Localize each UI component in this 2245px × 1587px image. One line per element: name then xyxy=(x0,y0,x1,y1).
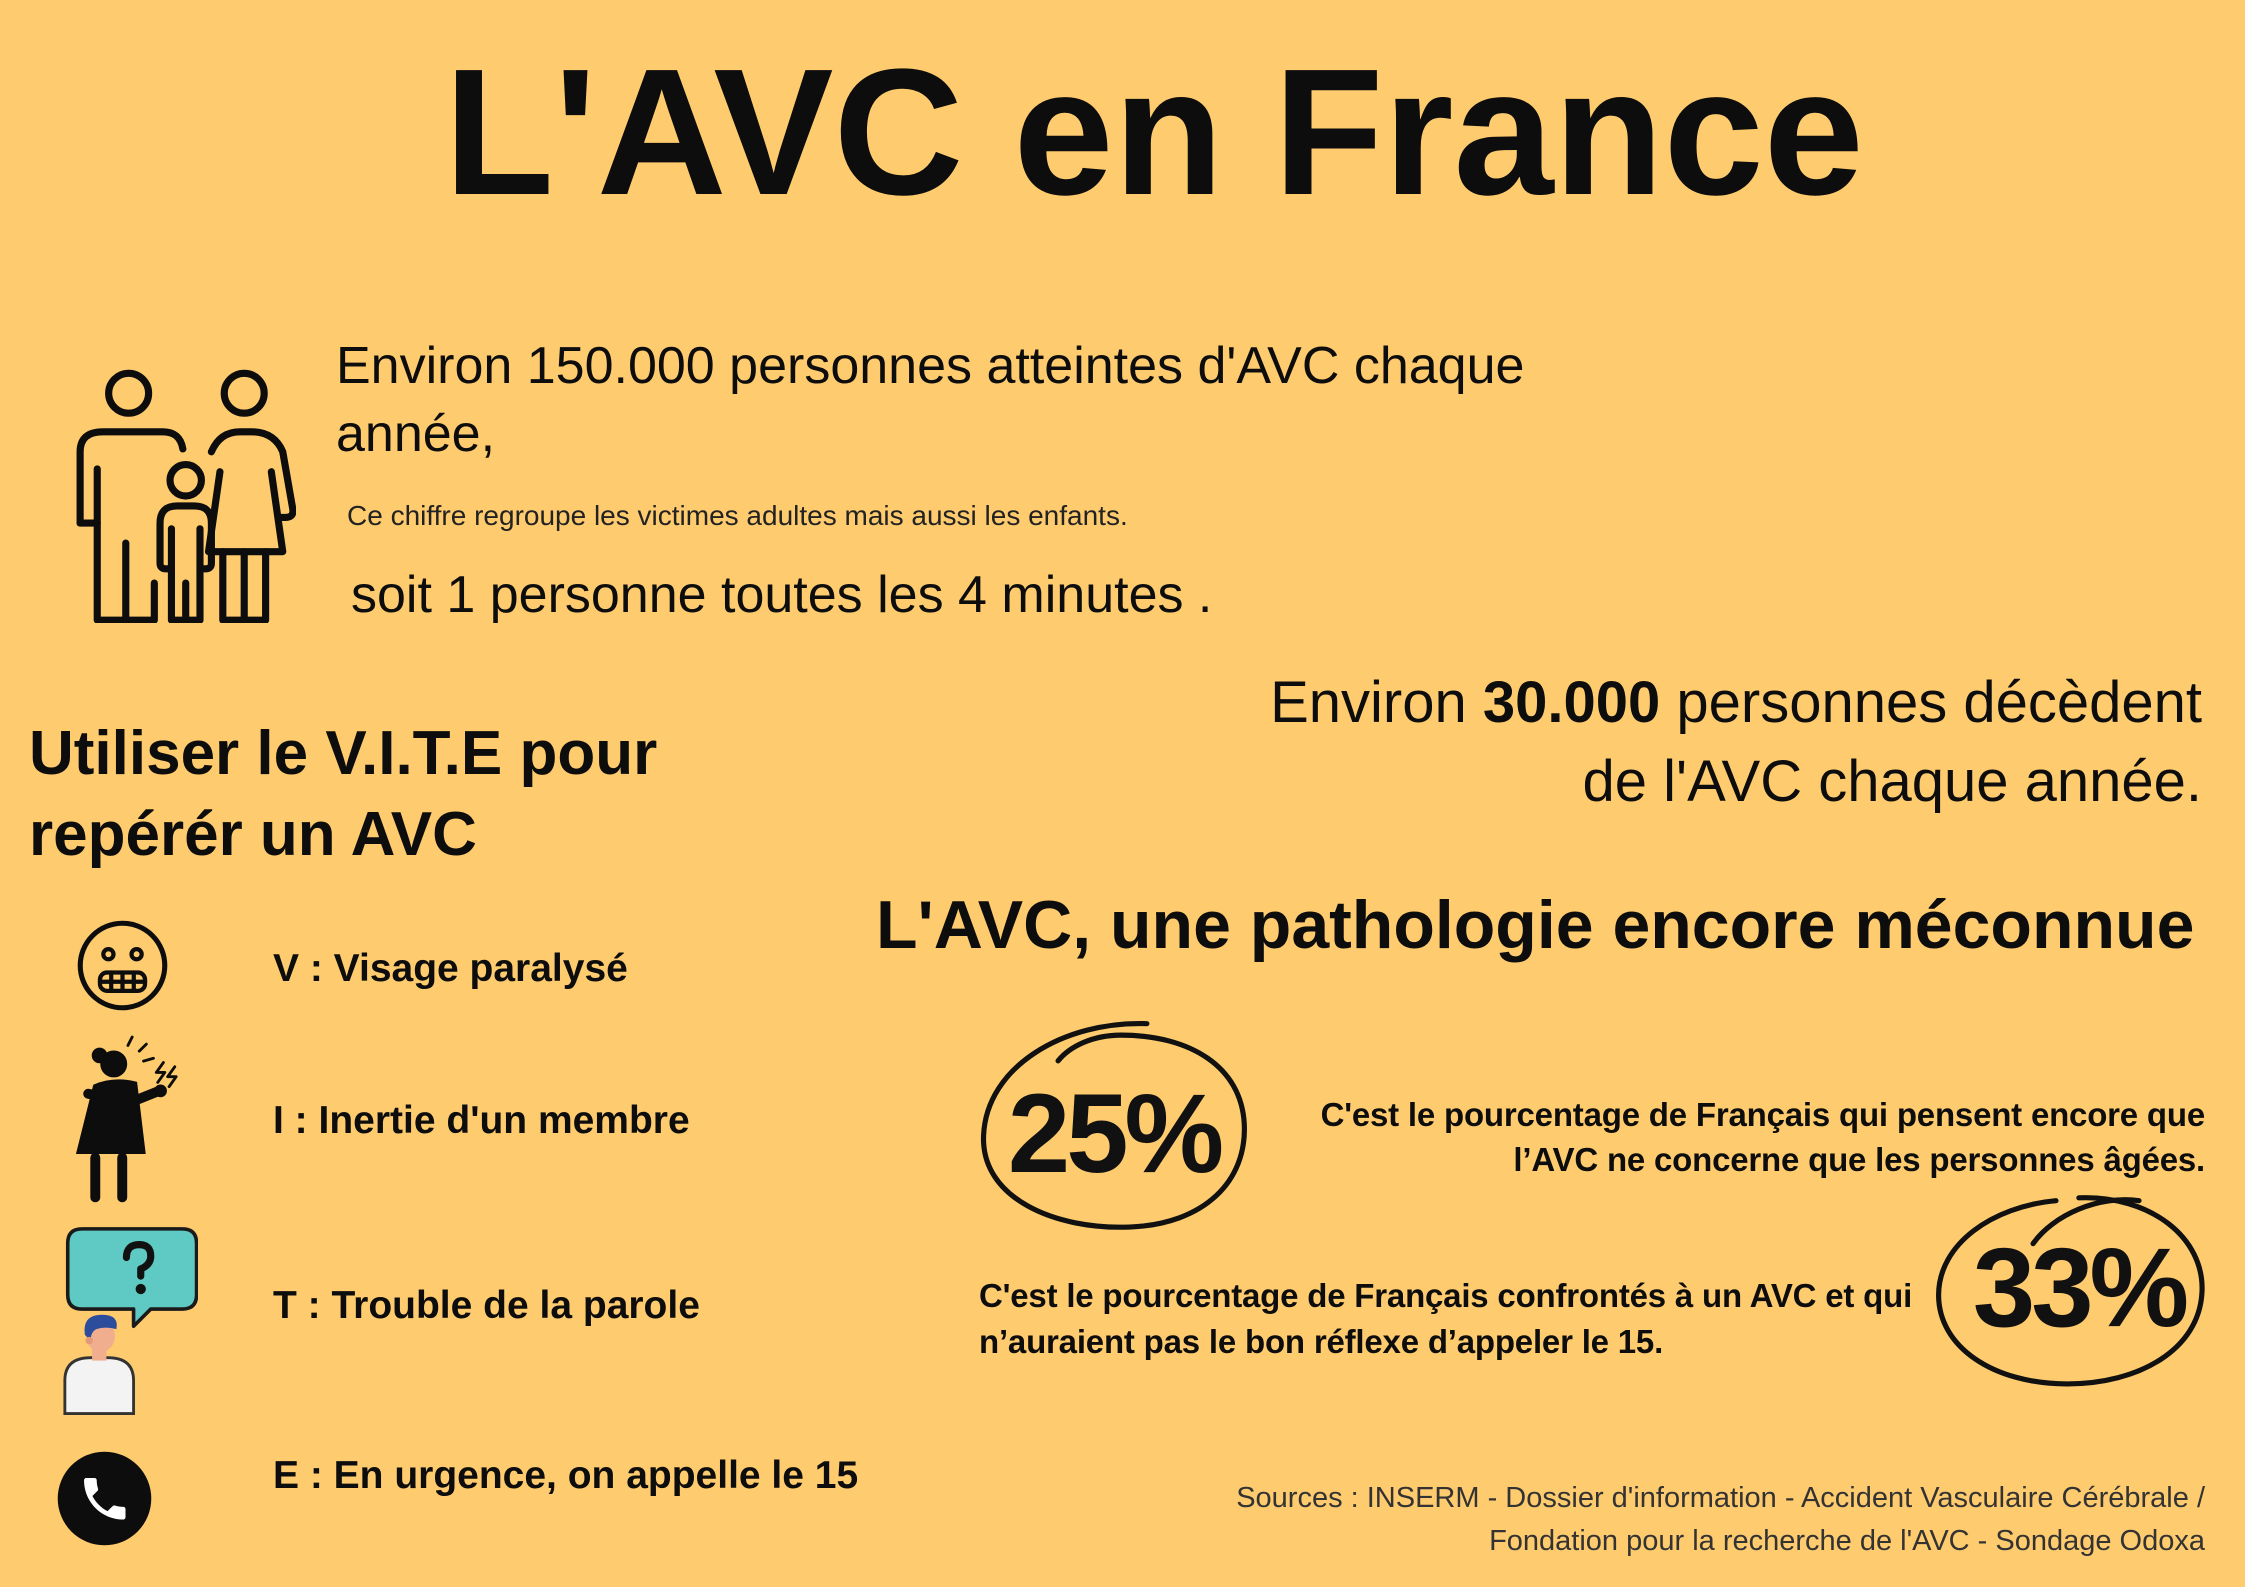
deaths-prefix: Environ xyxy=(1270,670,1483,735)
family-icon xyxy=(74,369,296,623)
vite-item-v-label: V : Visage paralysé xyxy=(273,947,628,990)
stat-25-description xyxy=(1321,1092,2205,1182)
phone-circle xyxy=(58,1452,152,1546)
stat-25-line-2: l’AVC ne concerne que les personnes âgées. xyxy=(1513,1141,2205,1178)
vite-heading xyxy=(29,713,657,875)
pain-marks xyxy=(128,1037,176,1087)
deaths-line-1 xyxy=(1270,663,2202,742)
face-outline xyxy=(80,923,165,1008)
vite-heading-line-2: repérér un AVC xyxy=(29,800,477,869)
vite-item-t-label: T : Trouble de la parole xyxy=(273,1284,700,1327)
adult-right-figure xyxy=(209,373,293,620)
woman-figure xyxy=(77,1048,166,1201)
vite-item-i-label: I : Inertie d'un membre xyxy=(273,1099,690,1142)
stat-33-description xyxy=(979,1273,1912,1365)
speaking-person xyxy=(65,1315,134,1414)
child-figure xyxy=(160,465,211,621)
woman-in-pain-icon xyxy=(74,1034,179,1206)
intro-line-2: année, xyxy=(336,405,496,463)
vite-heading-line-1: Utiliser le V.I.T.E pour xyxy=(29,719,658,788)
pathology-heading: L'AVC, une pathologie encore méconnue xyxy=(876,887,2195,963)
intro-frequency: soit 1 personne toutes les 4 minutes . xyxy=(351,566,1213,624)
deaths-suffix: personnes décèdent xyxy=(1660,670,2202,735)
stat-25-value: 25% xyxy=(1007,1071,1221,1196)
stat-33-line-2: n’auraient pas le bon réflexe d’appeler le 15. xyxy=(979,1323,1664,1360)
page-title: L'AVC en France xyxy=(444,32,1864,233)
speech-bubble-question-icon xyxy=(62,1226,198,1415)
vite-item-e-label: E : En urgence, on appelle le 15 xyxy=(273,1454,859,1497)
deaths-number: 30.000 xyxy=(1482,670,1661,735)
intro-line-1: Environ 150.000 personnes atteintes d'AVC chaque xyxy=(336,337,1525,395)
left-eye xyxy=(103,949,113,959)
deaths-line-2: de l'AVC chaque année. xyxy=(1582,749,2202,814)
right-eye xyxy=(132,949,142,959)
deaths-statement xyxy=(1270,663,2202,821)
stat-33-value: 33% xyxy=(1972,1225,2186,1350)
sources-line-2: Fondation pour la recherche de l'AVC - Sondage Odoxa xyxy=(1489,1525,2205,1557)
sources xyxy=(1236,1477,2205,1563)
adult-left-figure xyxy=(80,373,183,620)
grimacing-face-icon xyxy=(76,919,169,1012)
stat-25-line-1: C'est le pourcentage de Français qui pensent encore que xyxy=(1320,1096,2205,1133)
sources-line-1: Sources : INSERM - Dossier d'information - Accident Vasculaire Cérébrale / xyxy=(1236,1482,2205,1514)
intro-note: Ce chiffre regroupe les victimes adultes mais aussi les enfants. xyxy=(347,500,1128,531)
grimace-mouth xyxy=(100,973,145,991)
phone-icon xyxy=(57,1451,152,1546)
stat-33-line-1: C'est le pourcentage de Français confrontés à un AVC et qui xyxy=(979,1277,1913,1314)
